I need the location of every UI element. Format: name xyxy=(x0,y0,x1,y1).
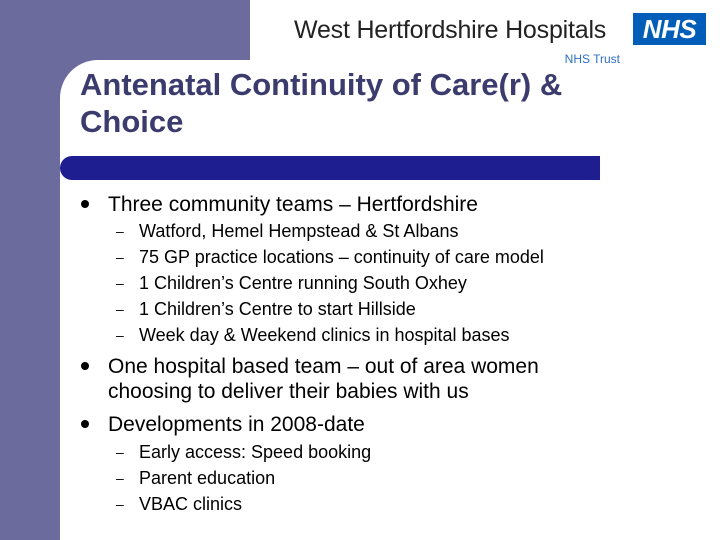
bullet-item: Developments in 2008-date xyxy=(108,413,365,436)
en-dash-bullet-icon: – xyxy=(116,249,124,265)
bullet-item: Three community teams – Hertfordshire xyxy=(108,193,478,216)
filled-circle-bullet-icon xyxy=(81,362,89,370)
en-dash-bullet-icon: – xyxy=(116,275,124,291)
sub-bullet-item: VBAC clinics xyxy=(139,494,243,514)
filled-circle-bullet-icon xyxy=(81,200,89,208)
slide-title: Antenatal Continuity of Care(r) & Choice xyxy=(80,67,563,139)
nhs-logo: NHS xyxy=(633,13,706,45)
en-dash-bullet-icon: – xyxy=(116,301,124,317)
en-dash-bullet-icon: – xyxy=(116,327,124,343)
en-dash-bullet-icon: – xyxy=(116,496,124,512)
sub-bullet-item: 1 Children’s Centre running South Oxhey xyxy=(139,273,467,293)
sub-bullet-item: 1 Children’s Centre to start Hillside xyxy=(139,299,416,319)
trust-label: NHS Trust xyxy=(564,52,620,66)
en-dash-bullet-icon: – xyxy=(116,444,124,460)
sub-bullet-item: Parent education xyxy=(139,468,276,488)
sub-bullet-item: 75 GP practice locations – continuity of care model xyxy=(139,247,544,267)
bullet-item: One hospital based team – out of area women choosing to deliver their babies with us xyxy=(108,355,539,403)
en-dash-bullet-icon: – xyxy=(116,223,124,239)
sub-bullet-item: Week day & Weekend clinics in hospital bases xyxy=(139,325,510,345)
sub-bullet-item: Early access: Speed booking xyxy=(139,442,372,462)
en-dash-bullet-icon: – xyxy=(116,470,124,486)
organization-name: West Hertfordshire Hospitals xyxy=(294,16,607,44)
sub-bullet-item: Watford, Hemel Hempstead & St Albans xyxy=(139,221,459,241)
filled-circle-bullet-icon xyxy=(81,420,89,428)
